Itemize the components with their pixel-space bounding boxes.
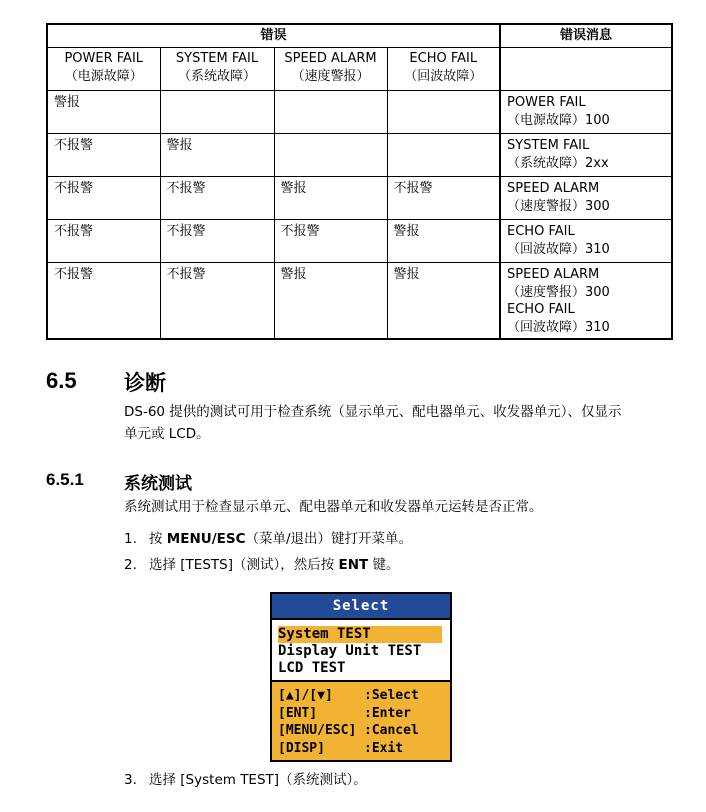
menu-item-lcd-test[interactable]: LCD TEST	[278, 660, 346, 676]
table-cell: 警报	[274, 177, 387, 220]
select-menu-list	[272, 620, 450, 682]
section-number: 6.5	[46, 368, 77, 393]
column-header: POWER FAIL （电源故障）	[47, 48, 160, 91]
table-row	[47, 177, 672, 220]
column-header: SPEED ALARM （速度警报）	[274, 48, 387, 91]
section-body: DS-60 提供的测试可用于检查系统（显示单元、配电器单元、收发器单元）、仅显示 单元或 LCD。	[124, 404, 622, 442]
table-cell	[274, 134, 387, 177]
error-message-cell: SPEED ALARM （速度警报）300	[500, 177, 672, 220]
table-cell: 不报警	[47, 220, 160, 263]
error-message-cell: POWER FAIL （电源故障）100	[500, 91, 672, 134]
table-cell: 不报警	[47, 134, 160, 177]
header-error-message: 错误消息	[500, 24, 672, 48]
column-header: SYSTEM FAIL （系统故障）	[160, 48, 274, 91]
key-guide	[272, 680, 450, 760]
subsection-title: 系统测试	[124, 474, 192, 494]
error-message-cell: SPEED ALARM （速度警报）300 ECHO FAIL （回波故障）310	[500, 263, 672, 340]
key-guide-row: [MENU/ESC] :Cancel	[278, 723, 419, 738]
table-cell: 不报警	[160, 263, 274, 340]
table-cell: 警报	[387, 263, 500, 340]
table-cell	[387, 91, 500, 134]
error-message-cell: SYSTEM FAIL （系统故障）2xx	[500, 134, 672, 177]
key-guide-row: [ENT] :Enter	[278, 705, 411, 721]
table-cell: 警报	[160, 134, 274, 177]
table-row	[47, 220, 672, 263]
error-message-cell: ECHO FAIL （回波故障）310	[500, 220, 672, 263]
subsection-number: 6.5.1	[46, 470, 84, 489]
select-menu-title: Select	[272, 594, 450, 620]
key-guide-row: [▲]/[▼] :Select	[278, 688, 419, 703]
table-cell: 不报警	[387, 177, 500, 220]
select-menu-window	[270, 592, 452, 762]
table-cell: 不报警	[160, 220, 274, 263]
table-row	[47, 134, 672, 177]
column-header: ECHO FAIL （回波故障）	[387, 48, 500, 91]
table-row	[47, 263, 672, 340]
step-3: 3. 选择 [System TEST]（系统测试）。	[124, 772, 367, 788]
step-1: 1. 按 MENU/ESC（菜单/退出）键打开菜单。	[124, 531, 413, 547]
table-cell	[160, 91, 274, 134]
table-cell: 警报	[274, 263, 387, 340]
header-error: 错误	[47, 24, 500, 48]
subsection-body: 系统测试用于检查显示单元、配电器单元和收发器单元运转是否正常。	[124, 499, 543, 515]
menu-item-system-test[interactable]: System TEST	[278, 626, 442, 643]
table-cell	[274, 91, 387, 134]
table-cell	[387, 134, 500, 177]
table-cell: 不报警	[274, 220, 387, 263]
table-cell: 不报警	[160, 177, 274, 220]
table-row	[47, 91, 672, 134]
column-header-message	[500, 48, 672, 91]
menu-item-display-unit-test[interactable]: Display Unit TEST	[278, 643, 422, 659]
table-cell: 警报	[387, 220, 500, 263]
key-guide-row: [DISP] :Exit	[278, 740, 404, 756]
section-title: 诊断	[124, 371, 166, 395]
table-cell: 不报警	[47, 177, 160, 220]
table-cell: 警报	[47, 91, 160, 134]
table-cell: 不报警	[47, 263, 160, 340]
error-table	[46, 23, 673, 340]
step-2: 2. 选择 [TESTS]（测试），然后按 ENT 键。	[124, 557, 400, 573]
